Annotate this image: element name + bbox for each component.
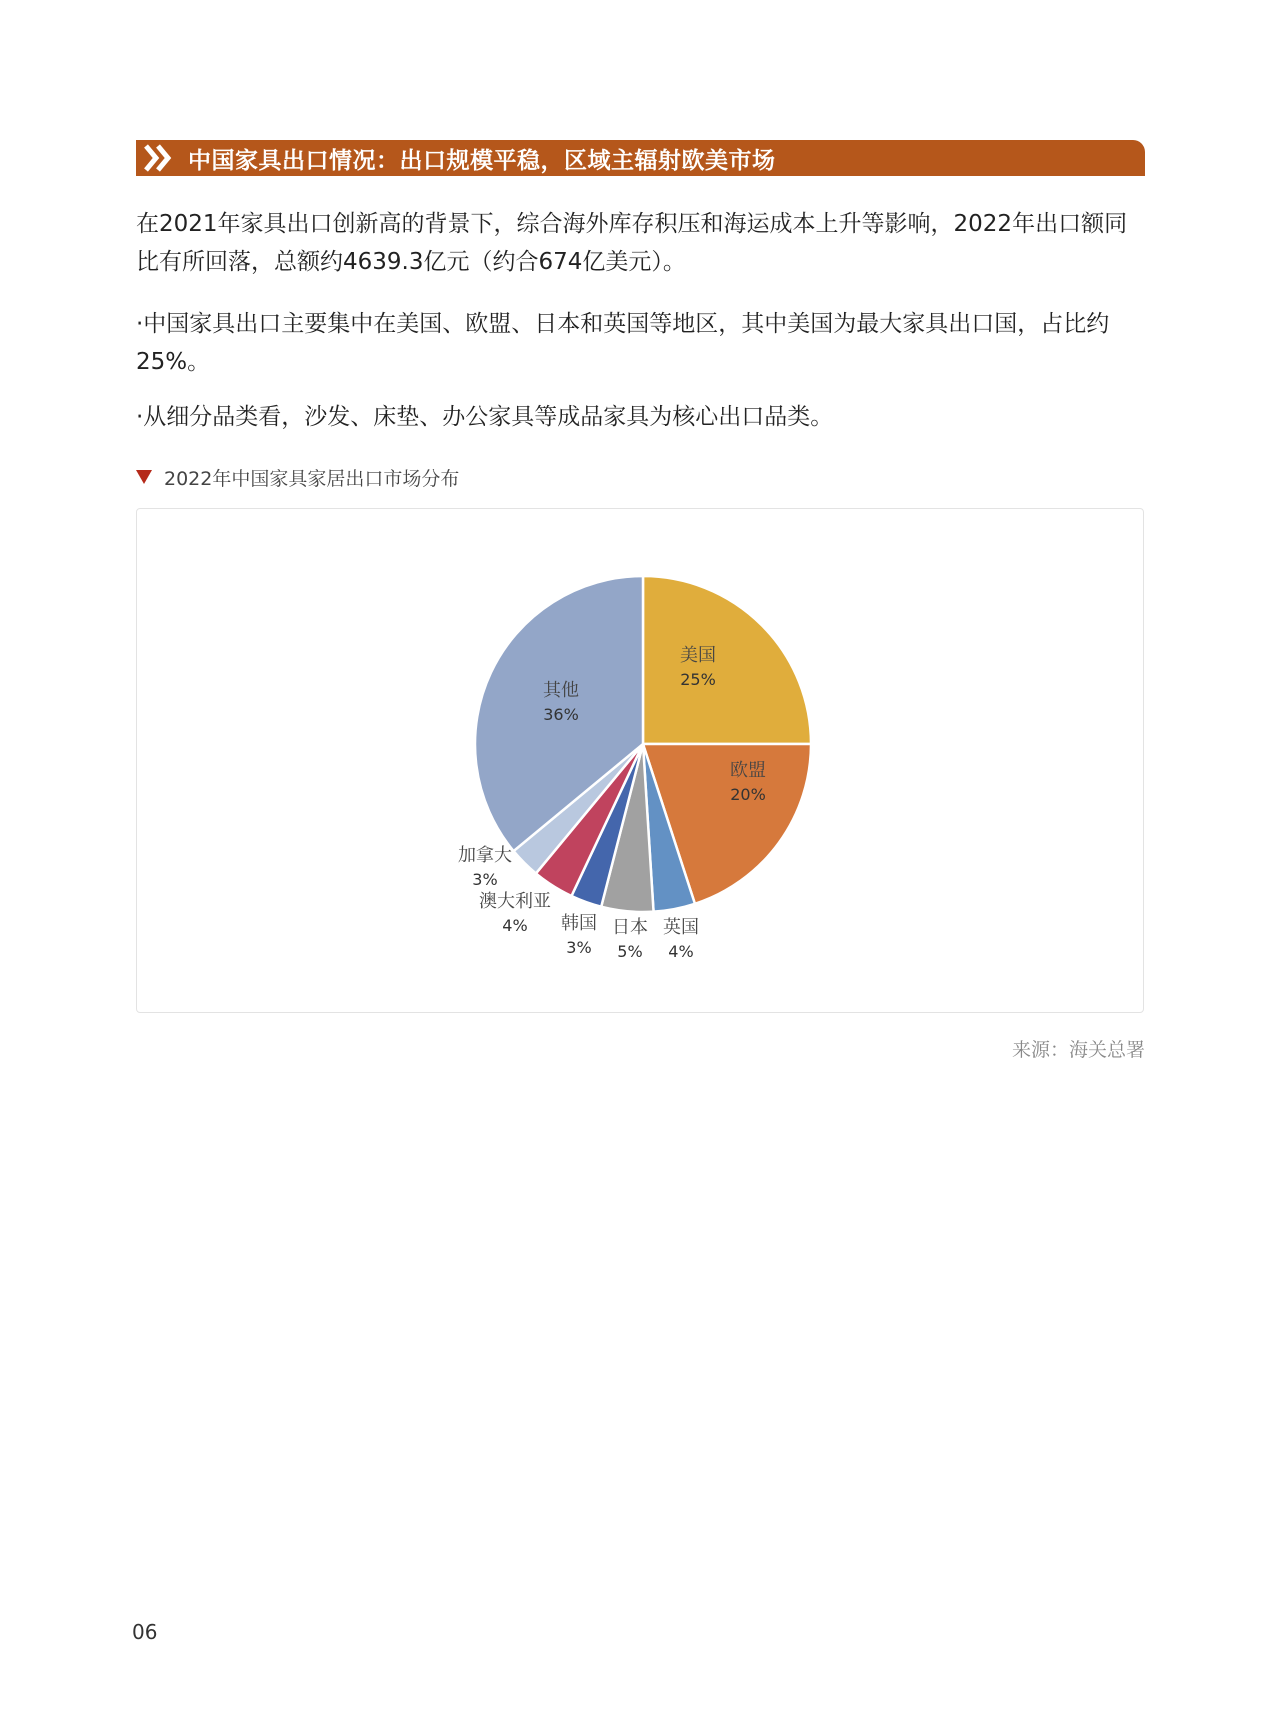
slice-percent: 20% bbox=[730, 785, 766, 804]
section-title: 中国家具出口情况：出口规模平稳，区域主辐射欧美市场 bbox=[188, 147, 776, 174]
paragraph-export-categories: ·从细分品类看，沙发、床垫、办公家具等成品家具为核心出口品类。 bbox=[136, 404, 834, 430]
slice-label: 欧盟 bbox=[730, 760, 766, 781]
slice-label: 加拿大 bbox=[458, 845, 512, 866]
slice-percent: 25% bbox=[680, 670, 716, 689]
section-header-bar bbox=[136, 140, 1145, 176]
double-chevron-icon bbox=[140, 140, 180, 176]
chart-caption bbox=[136, 463, 459, 491]
slice-label: 澳大利亚 bbox=[479, 891, 551, 912]
triangle-down-icon bbox=[136, 470, 152, 484]
pie-slice bbox=[643, 576, 811, 744]
page-number: 06 bbox=[132, 1620, 158, 1644]
slice-label: 其他 bbox=[543, 680, 579, 701]
slice-label: 韩国 bbox=[561, 913, 597, 934]
slice-percent: 4% bbox=[502, 916, 528, 935]
slice-percent: 5% bbox=[617, 942, 643, 961]
slice-label: 日本 bbox=[612, 917, 648, 938]
slice-percent: 3% bbox=[566, 938, 592, 957]
paragraph-export-overview: 在2021年家具出口创新高的背景下，综合海外库存积压和海运成本上升等影响，2022年出口额同比有所回落，总额约4639.3亿元（约合674亿美元）。 bbox=[136, 211, 1128, 275]
slice-percent: 36% bbox=[543, 705, 579, 724]
source-note: 来源：海关总署 bbox=[1011, 1039, 1145, 1061]
chart-caption-text: 2022年中国家具家居出口市场分布 bbox=[164, 467, 460, 490]
chart-container bbox=[136, 508, 1144, 1013]
slice-label: 英国 bbox=[663, 917, 699, 938]
paragraph-export-regions: ·中国家具出口主要集中在美国、欧盟、日本和英国等地区，其中美国为最大家具出口国，占比约25%。 bbox=[136, 311, 1110, 375]
slice-label: 美国 bbox=[680, 645, 716, 666]
slice-percent: 4% bbox=[668, 942, 694, 961]
slice-percent: 3% bbox=[472, 870, 498, 889]
pie-chart bbox=[137, 509, 1143, 1012]
